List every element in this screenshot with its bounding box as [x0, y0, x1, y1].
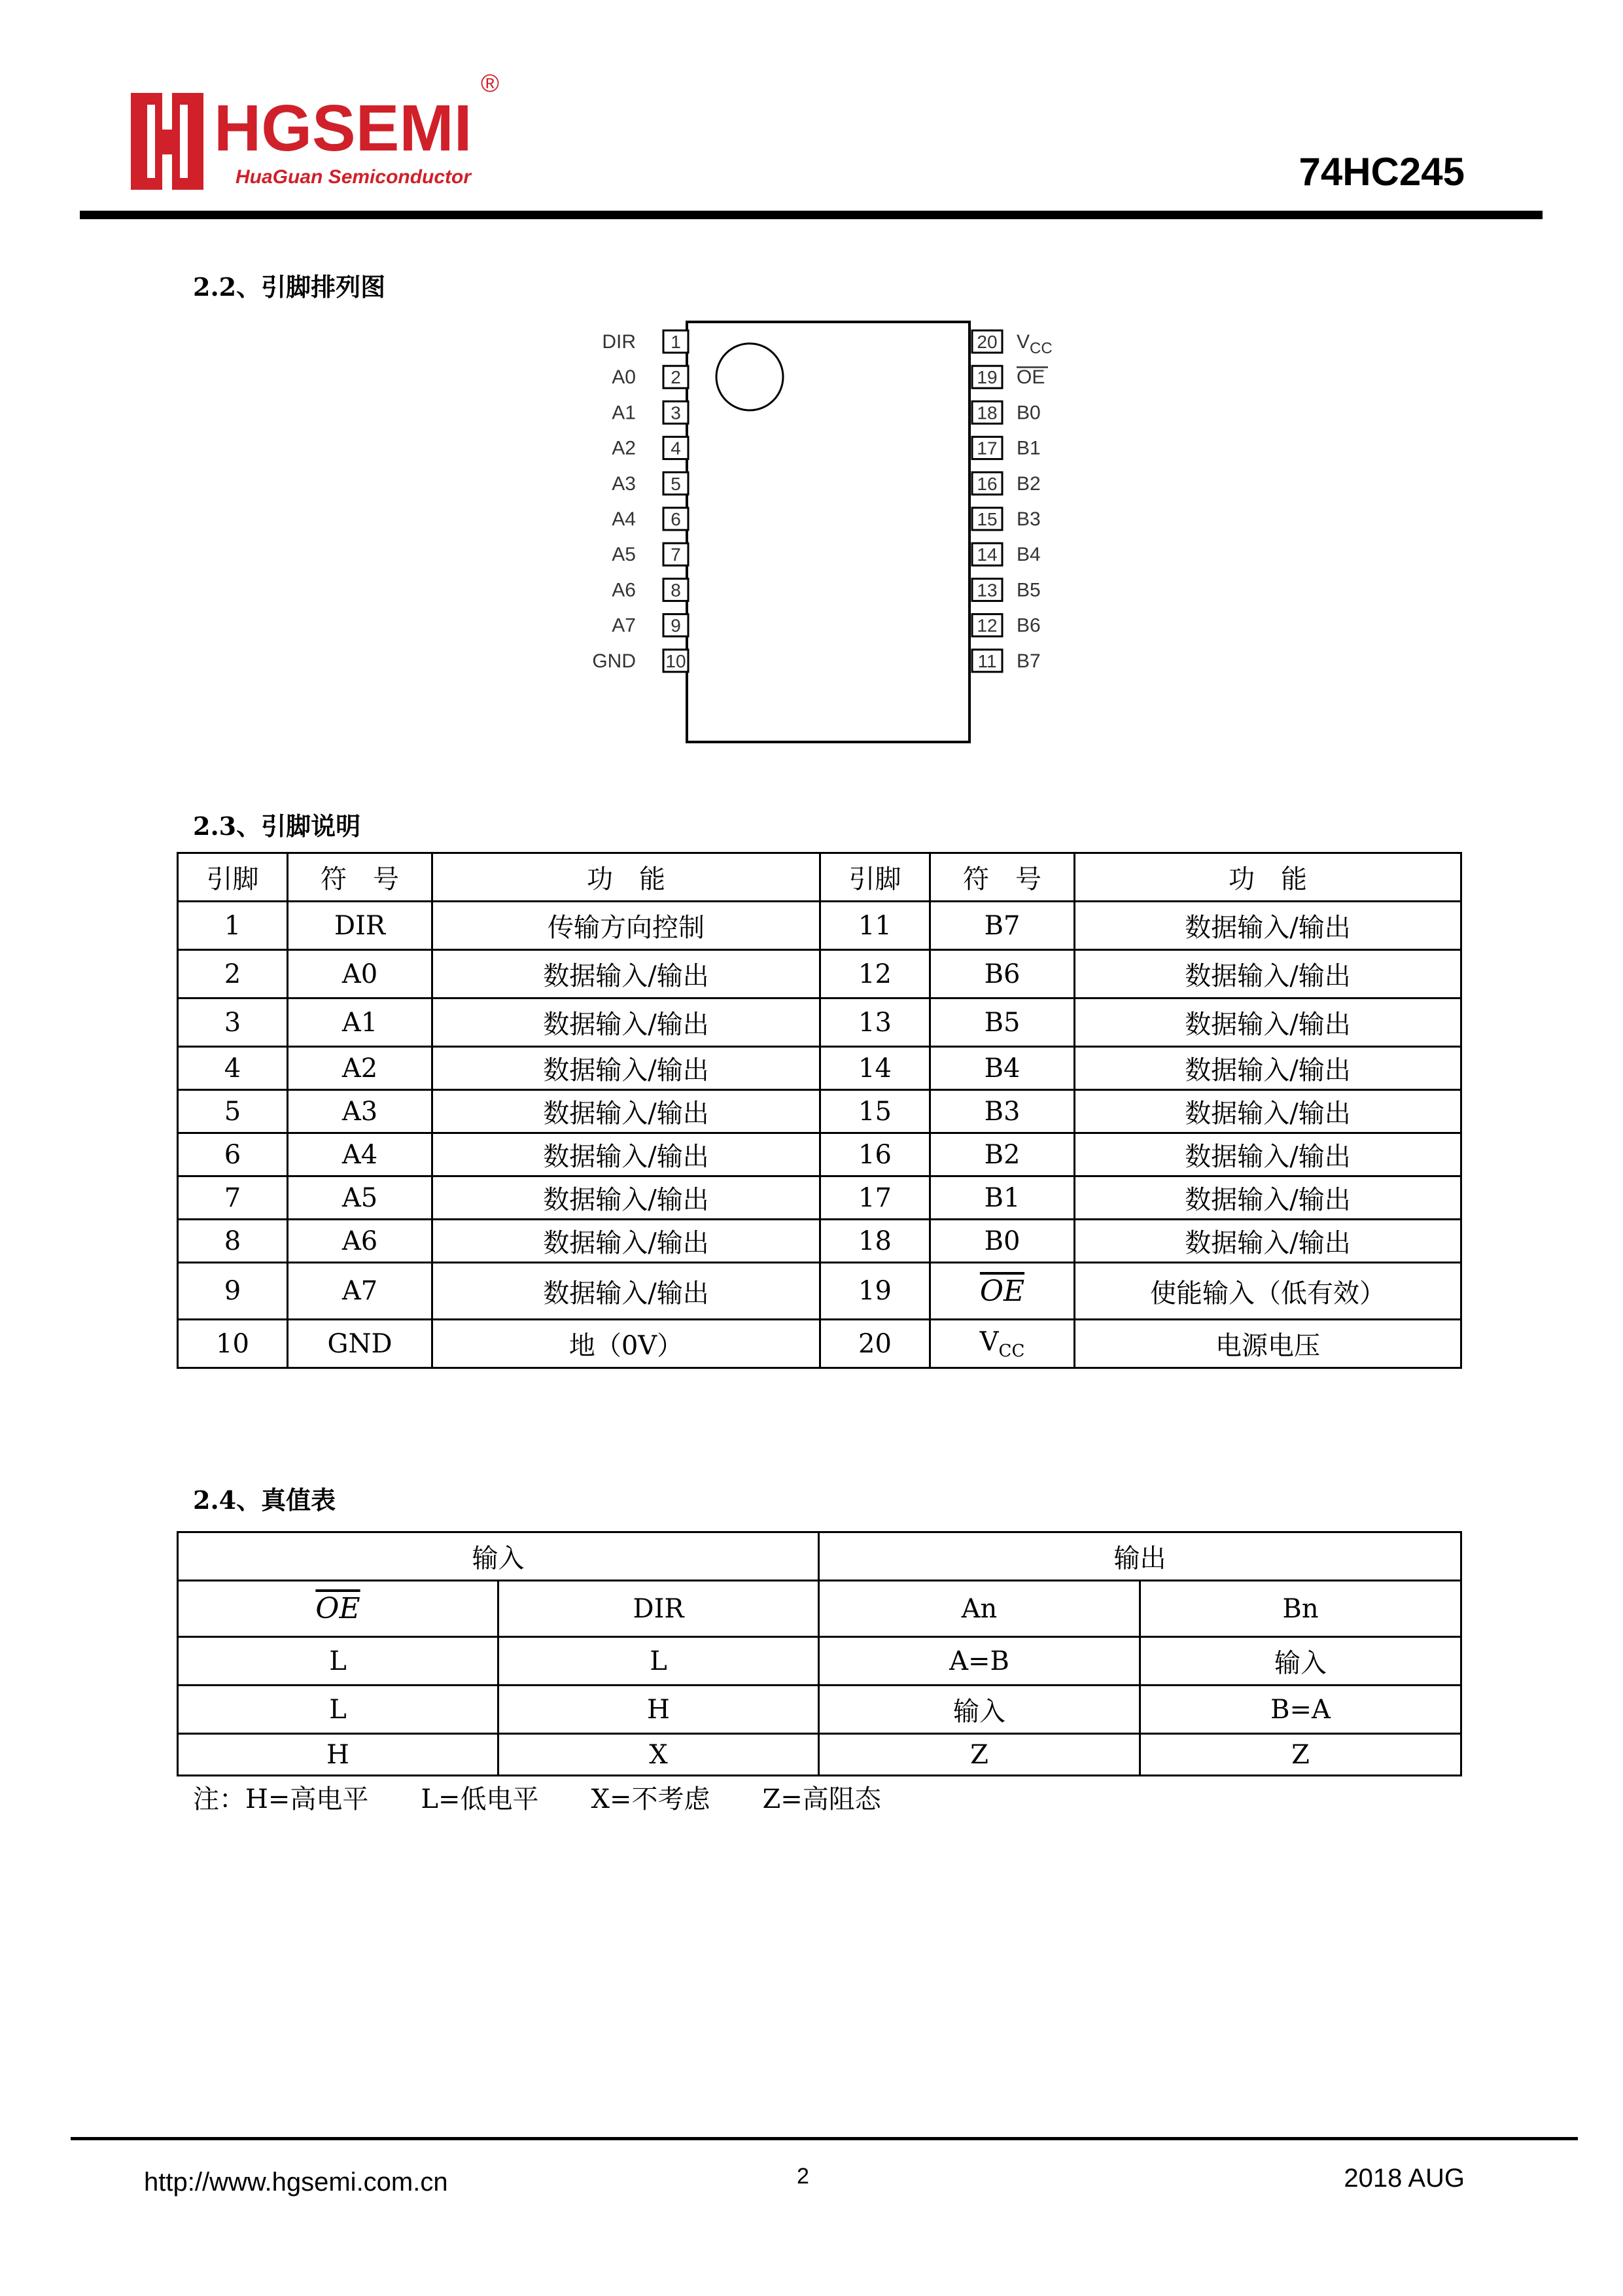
logo-registered: ® — [481, 70, 499, 97]
table-row: 3 A1 数据输入/输出 13 B5 数据输入/输出 — [178, 998, 1461, 1047]
pin-number: 13 — [977, 580, 998, 601]
truth-table-note: 注：H=高电平 L=低电平 X=不考虑 Z=高阻态 — [193, 1784, 881, 1814]
bn-header: Bn — [1140, 1581, 1461, 1637]
table-row: 1 DIR 传输方向控制 11 B7 数据输入/输出 — [178, 902, 1461, 950]
table-row: L H 输入 B=A — [178, 1686, 1461, 1734]
vcc-symbol: $V_{CC}$ — [930, 1320, 1075, 1368]
pin-label: B7 — [1017, 650, 1041, 672]
section-title-pin-description: 2.3、引脚说明 — [193, 811, 361, 841]
pin-label: B3 — [1017, 508, 1041, 530]
pin-number: 5 — [671, 473, 681, 494]
table-row: 5 A3 数据输入/输出 15 B3 数据输入/输出 — [178, 1090, 1461, 1133]
section-title-truth-table: 2.4、真值表 — [193, 1485, 336, 1515]
pin-label: B0 — [1017, 402, 1041, 424]
inputs-header: 输入 — [178, 1532, 819, 1581]
header-cell: 引脚 — [820, 853, 930, 902]
logo-text: HGSEMI — [214, 92, 472, 165]
table-row: H X Z Z — [178, 1734, 1461, 1776]
table-row: 6 A4 数据输入/输出 16 B2 数据输入/输出 — [178, 1133, 1461, 1176]
pin-number: 11 — [977, 650, 997, 671]
dir-header: DIR — [498, 1581, 819, 1637]
pin-label: A5 — [612, 544, 636, 566]
company-logo — [128, 65, 520, 196]
pin-number: 16 — [977, 473, 998, 494]
table-row: 10 GND 地（0V） 20 $V_{CC}$ 电源电压 — [178, 1320, 1461, 1368]
header-cell: 符 号 — [930, 853, 1075, 902]
page-number: 2 — [797, 2164, 809, 2189]
left-pin-group — [592, 330, 688, 672]
footer-date: 2018 AUG — [1344, 2164, 1465, 2193]
table-row: 2 A0 数据输入/输出 12 B6 数据输入/输出 — [178, 950, 1461, 998]
pin-label: A7 — [612, 614, 636, 637]
pin-label-subscript: CC — [1030, 340, 1053, 357]
footer-website-link[interactable]: http://www.hgsemi.com.cn — [144, 2168, 448, 2197]
pin-label: $V_{CC}$ — [1017, 331, 1053, 357]
table-row: 9 A7 数据输入/输出 19 $\overline{OE}$ 使能输入（低有效） — [178, 1263, 1461, 1320]
pin-number: 15 — [977, 509, 998, 529]
pin-label: OE — [1017, 366, 1045, 389]
pin-number: 1 — [671, 332, 681, 352]
pin-diagram — [569, 314, 1092, 759]
pin-label: A4 — [612, 508, 636, 530]
pin-label: B1 — [1017, 437, 1041, 459]
pin-label: A2 — [612, 437, 636, 459]
column-header-row — [178, 1581, 1461, 1637]
oe-symbol: $\overline{OE}$ — [930, 1263, 1075, 1320]
pin-label: A1 — [612, 402, 636, 424]
pin-description-table — [177, 852, 1462, 1369]
part-number: 74HC245 — [1299, 150, 1465, 194]
table-row: 7 A5 数据输入/输出 17 B1 数据输入/输出 — [178, 1176, 1461, 1220]
table-row: 4 A2 数据输入/输出 14 B4 数据输入/输出 — [178, 1047, 1461, 1090]
header-cell: 符 号 — [288, 853, 432, 902]
pin-number: 20 — [977, 332, 998, 352]
pin-number: 14 — [977, 544, 998, 565]
table-row: L L A=B 输入 — [178, 1637, 1461, 1686]
pin-number: 6 — [671, 509, 681, 529]
pin-label: A6 — [612, 579, 636, 601]
an-header: An — [819, 1581, 1140, 1637]
pin-number: 8 — [671, 580, 681, 601]
pin-number: 17 — [977, 438, 998, 459]
group-header-row — [178, 1532, 1461, 1581]
pin-number: 12 — [977, 615, 998, 636]
pin-number: 10 — [665, 650, 686, 671]
pin-number: 2 — [671, 367, 681, 388]
ic-body — [687, 322, 969, 742]
header-cell: 功 能 — [1075, 853, 1461, 902]
header-divider — [80, 211, 1543, 219]
pin-number: 19 — [977, 367, 998, 388]
pin1-marker — [716, 344, 783, 410]
pin-label: B4 — [1017, 544, 1041, 566]
header-cell: 引脚 — [178, 853, 288, 902]
pin-number: 9 — [671, 615, 681, 636]
logo-subtitle: HuaGuan Semiconductor — [236, 166, 472, 188]
truth-table — [177, 1531, 1462, 1776]
pin-number: 3 — [671, 402, 681, 423]
right-pin-group — [972, 330, 1053, 672]
pin-number: 7 — [671, 544, 681, 565]
pin-label: B6 — [1017, 614, 1041, 637]
outputs-header: 输出 — [819, 1532, 1461, 1581]
pin-label: GND — [592, 650, 636, 672]
pin-label: B5 — [1017, 579, 1041, 601]
oe-header: $\overline{OE}$ — [178, 1581, 498, 1637]
section-title-pin-arrangement: 2.2、引脚排列图 — [193, 272, 386, 302]
header-cell: 功 能 — [432, 853, 820, 902]
pin-label: B2 — [1017, 472, 1041, 495]
table-header-row — [178, 853, 1461, 902]
pin-label: DIR — [602, 331, 636, 353]
table-row: 8 A6 数据输入/输出 18 B0 数据输入/输出 — [178, 1220, 1461, 1263]
pin-label: A3 — [612, 472, 636, 495]
pin-number: 4 — [671, 438, 681, 459]
pin-number: 18 — [977, 402, 998, 423]
footer-divider — [71, 2137, 1578, 2140]
pin-label: A0 — [612, 366, 636, 389]
